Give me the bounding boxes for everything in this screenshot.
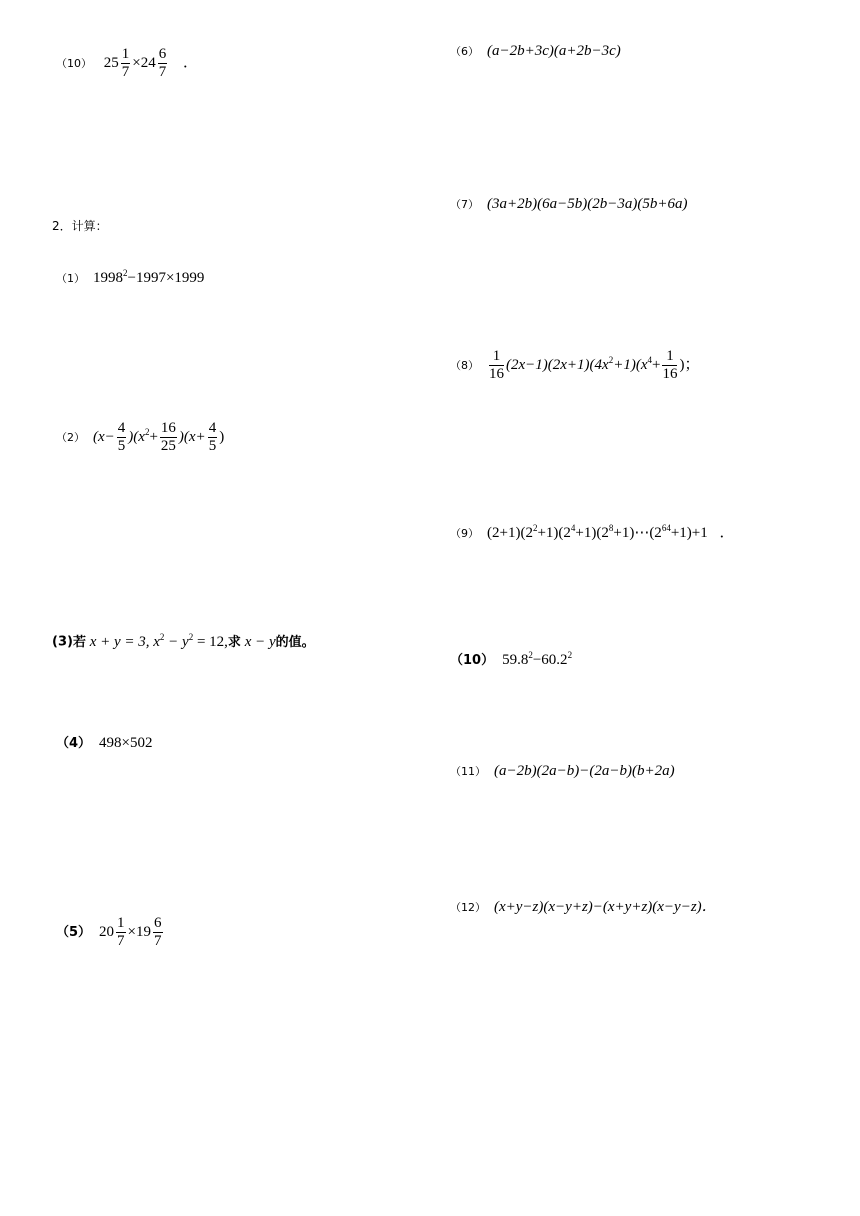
problem-label: （11） bbox=[450, 764, 486, 778]
expression: (2x−1)(2x+1)(4x bbox=[506, 356, 609, 373]
times-sign: × bbox=[132, 54, 141, 71]
problem-label: （8） bbox=[450, 358, 479, 372]
fraction: $\frac{4}{5}$ bbox=[208, 420, 217, 454]
fraction: $\frac{1}{7}$ bbox=[121, 46, 130, 80]
expression: )(x+ bbox=[178, 428, 206, 445]
section-heading: 2．计算： bbox=[52, 219, 108, 233]
exponent: 4 bbox=[647, 354, 652, 365]
expression: +1)(x bbox=[613, 356, 648, 373]
expression: )； bbox=[679, 356, 700, 373]
problem-2-11 bbox=[450, 761, 675, 782]
problem-2-12 bbox=[450, 897, 717, 918]
expression: x + y = 3, x bbox=[89, 634, 160, 650]
base: 59.8 bbox=[502, 652, 529, 668]
exponent: 2 bbox=[144, 426, 150, 437]
base: 1998 bbox=[93, 270, 123, 286]
question-text: 的值。 bbox=[275, 635, 315, 650]
plus-sign: + bbox=[651, 356, 661, 373]
expression: (a−2b+3c)(a+2b−3c) bbox=[487, 43, 621, 59]
expression: +1)⋯(2 bbox=[613, 525, 662, 541]
whole-number: 20 bbox=[99, 923, 115, 940]
expression: +1)(2 bbox=[537, 525, 571, 541]
plus-sign: + bbox=[149, 428, 158, 445]
problem-1-10 bbox=[56, 46, 198, 81]
problem-2-4 bbox=[56, 733, 153, 754]
exponent: 2 bbox=[123, 268, 128, 278]
exponent: 4 bbox=[570, 523, 576, 533]
expression: )(x bbox=[128, 428, 145, 445]
problem-2-2 bbox=[56, 420, 224, 455]
expression: (2+1)(2 bbox=[487, 525, 533, 541]
period: ． bbox=[719, 525, 735, 541]
expression: +1)+1 bbox=[670, 525, 708, 541]
expression: (3a+2b)(6a−5b)(2b−3a)(5b+6a) bbox=[487, 196, 688, 212]
fraction: $\frac{1}{7}$ bbox=[117, 915, 125, 949]
exponent: 2 bbox=[159, 632, 165, 642]
expression: −1997×1999 bbox=[127, 270, 205, 286]
expression: (x+y−z)(x−y+z)−(x+y+z)(x−y−z)． bbox=[494, 899, 717, 915]
exponent: 64 bbox=[661, 523, 671, 533]
expression: (a−2b)(2a−b)−(2a−b)(b+2a) bbox=[494, 763, 675, 779]
period: ． bbox=[182, 54, 198, 71]
problem-2-1 bbox=[56, 268, 204, 289]
problem-1-8 bbox=[450, 348, 699, 383]
fraction: $\frac{1}{16}$ bbox=[662, 348, 678, 382]
exponent: 2 bbox=[532, 523, 538, 533]
fraction: $\frac{4}{5}$ bbox=[117, 420, 126, 454]
problem-label: （4） bbox=[56, 735, 92, 751]
problem-1-6 bbox=[450, 41, 621, 62]
expression: 498×502 bbox=[99, 735, 153, 751]
expression: ) bbox=[219, 428, 225, 445]
expression: −60.2 bbox=[532, 652, 568, 668]
problem-2-10 bbox=[450, 650, 572, 671]
exponent: 2 bbox=[608, 354, 614, 365]
fraction: $\frac{16}{25}$ bbox=[160, 420, 176, 454]
problem-label: （1） bbox=[56, 271, 85, 285]
problem-label: （10） bbox=[56, 56, 92, 70]
expression: (x− bbox=[93, 428, 115, 445]
problem-label: （12） bbox=[450, 900, 486, 914]
exponent: 2 bbox=[567, 650, 573, 660]
ask-text: 求 bbox=[227, 635, 241, 650]
problem-label: （7） bbox=[450, 197, 479, 211]
problem-label: （2） bbox=[56, 430, 85, 444]
whole-number: 19 bbox=[136, 923, 152, 940]
times-sign: × bbox=[127, 923, 137, 940]
expression: +1)(2 bbox=[575, 525, 609, 541]
fraction: $\frac{6}{7}$ bbox=[158, 46, 167, 80]
problem-label: （9） bbox=[450, 526, 479, 540]
problem-2-5 bbox=[56, 915, 165, 950]
exponent: 2 bbox=[528, 650, 533, 660]
condition-text: 若 bbox=[72, 635, 86, 650]
fraction: $\frac{6}{7}$ bbox=[154, 915, 162, 949]
whole-number: 25 bbox=[103, 54, 119, 71]
expression: = 12, bbox=[193, 634, 228, 650]
problem-label: （10） bbox=[450, 652, 495, 668]
exponent: 8 bbox=[608, 523, 614, 533]
problem-label: (3) bbox=[52, 634, 73, 650]
fraction: $\frac{1}{16}$ bbox=[489, 348, 504, 382]
expression: − y bbox=[164, 634, 189, 650]
problem-1-7 bbox=[450, 194, 687, 215]
problem-1-9 bbox=[450, 523, 735, 544]
expression: x − y bbox=[244, 634, 276, 650]
exponent: 2 bbox=[188, 632, 194, 642]
problem-2-3 bbox=[52, 632, 315, 653]
whole-number: 24 bbox=[140, 54, 156, 71]
problem-label: （6） bbox=[450, 44, 479, 58]
problem-label: （5） bbox=[56, 924, 92, 940]
